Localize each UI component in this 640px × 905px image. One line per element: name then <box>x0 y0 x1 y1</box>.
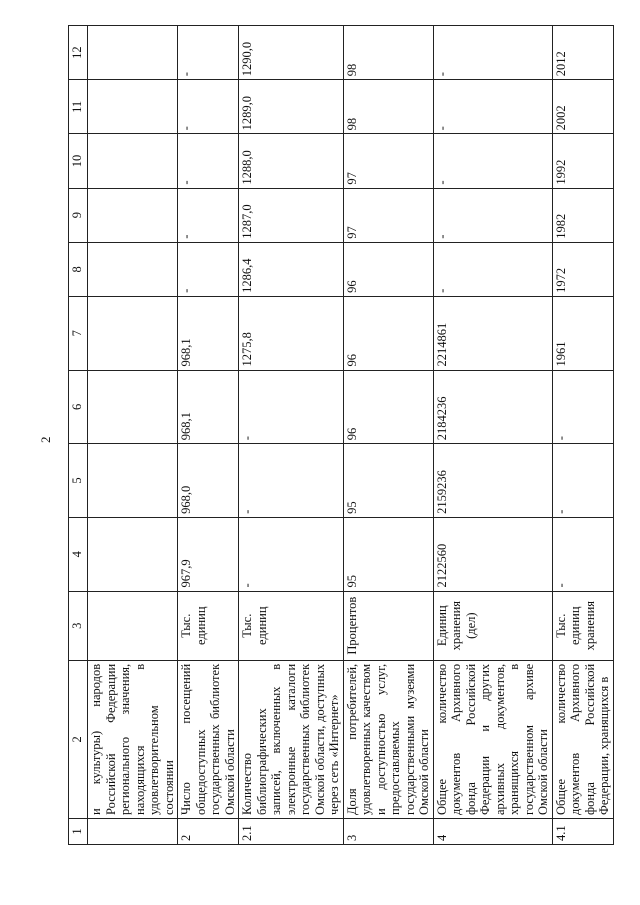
value-col-11: - <box>433 80 552 134</box>
value-col-9: - <box>433 188 552 242</box>
value-col-12: - <box>178 26 239 80</box>
value-col-7: 1961 <box>552 296 613 370</box>
value-col-5: 2159236 <box>433 444 552 518</box>
column-number: 12 <box>69 26 88 80</box>
column-number: 8 <box>69 242 88 296</box>
row-number: 2.1 <box>239 819 344 845</box>
column-number: 4 <box>69 517 88 591</box>
value-col-7: 2214861 <box>433 296 552 370</box>
row-number: 4 <box>433 819 552 845</box>
indicator-description: Общее количество документов Архивного фонда Российской Федерации, хранящихся в <box>552 660 613 818</box>
value-col-5 <box>88 444 178 518</box>
table-row <box>239 26 344 845</box>
value-col-10: 97 <box>343 134 433 188</box>
row-number: 4.1 <box>552 819 613 845</box>
unit-of-measure: Тыс. единиц <box>178 591 239 660</box>
value-col-4: 967,9 <box>178 517 239 591</box>
value-col-12: 1290,0 <box>239 26 344 80</box>
column-number: 2 <box>69 660 88 818</box>
value-col-8: - <box>433 242 552 296</box>
row-number: 2 <box>178 819 239 845</box>
value-col-11 <box>88 80 178 134</box>
column-number: 1 <box>69 819 88 845</box>
table-row <box>552 26 613 845</box>
column-number-row <box>69 26 88 845</box>
indicators-table <box>68 25 614 845</box>
unit-of-measure: Единиц хранения (дел) <box>433 591 552 660</box>
value-col-5: - <box>552 444 613 518</box>
value-col-4: - <box>552 517 613 591</box>
value-col-6: 96 <box>343 370 433 444</box>
value-col-10: 1288,0 <box>239 134 344 188</box>
value-col-8: 96 <box>343 242 433 296</box>
value-col-11: 2002 <box>552 80 613 134</box>
value-col-11: 98 <box>343 80 433 134</box>
value-col-8 <box>88 242 178 296</box>
value-col-6 <box>88 370 178 444</box>
value-col-7 <box>88 296 178 370</box>
value-col-4: - <box>239 517 344 591</box>
value-col-9: 1982 <box>552 188 613 242</box>
row-number <box>88 819 178 845</box>
value-col-6: - <box>552 370 613 444</box>
value-col-10: - <box>433 134 552 188</box>
column-number: 6 <box>69 370 88 444</box>
value-col-6: 2184236 <box>433 370 552 444</box>
value-col-8: 1286,4 <box>239 242 344 296</box>
column-number: 9 <box>69 188 88 242</box>
value-col-4 <box>88 517 178 591</box>
value-col-7: 96 <box>343 296 433 370</box>
value-col-12: 2012 <box>552 26 613 80</box>
value-col-9: 97 <box>343 188 433 242</box>
table-row <box>433 26 552 845</box>
indicator-description: Количество библиографических записей, включенных в электронные каталоги государственных библиотек Омской области, доступных через сеть «Интернет» <box>239 660 344 818</box>
column-number: 10 <box>69 134 88 188</box>
value-col-4: 2122560 <box>433 517 552 591</box>
page-number: 2 <box>38 436 53 443</box>
value-col-11: 1289,0 <box>239 80 344 134</box>
value-col-12: - <box>433 26 552 80</box>
column-number: 3 <box>69 591 88 660</box>
unit-of-measure: Тыс. единиц <box>239 591 344 660</box>
value-col-6: - <box>239 370 344 444</box>
value-col-8: 1972 <box>552 242 613 296</box>
indicator-description: Доля потребителей, удовлетворенных качеством и доступностью услуг, предоставляемых государственными музеями Омской области <box>343 660 433 818</box>
value-col-7: 1275,8 <box>239 296 344 370</box>
value-col-12: 98 <box>343 26 433 80</box>
rotated-table-container <box>68 25 611 845</box>
value-col-4: 95 <box>343 517 433 591</box>
unit-of-measure: Процентов <box>343 591 433 660</box>
value-col-9: 1287,0 <box>239 188 344 242</box>
table-row <box>88 26 178 845</box>
value-col-5: - <box>239 444 344 518</box>
column-number: 7 <box>69 296 88 370</box>
indicator-description: Число посещений общедоступных государственных библиотек Омской области <box>178 660 239 818</box>
value-col-11: - <box>178 80 239 134</box>
value-col-6: 968,1 <box>178 370 239 444</box>
value-col-7: 968,1 <box>178 296 239 370</box>
value-col-5: 968,0 <box>178 444 239 518</box>
unit-of-measure: Тыс. единиц хранения <box>552 591 613 660</box>
indicator-description: и культуры) народов Российской Федерации регионального значения, находящихся в удовлетворительном состоянии <box>88 660 178 818</box>
value-col-10: 1992 <box>552 134 613 188</box>
value-col-10 <box>88 134 178 188</box>
value-col-9 <box>88 188 178 242</box>
column-number: 11 <box>69 80 88 134</box>
value-col-8: - <box>178 242 239 296</box>
value-col-5: 95 <box>343 444 433 518</box>
table-row <box>343 26 433 845</box>
indicator-description: Общее количество документов Архивного фонда Российской Федерации и других архивных документов, хранящихся в государственном архиве Омской области <box>433 660 552 818</box>
row-number: 3 <box>343 819 433 845</box>
value-col-10: - <box>178 134 239 188</box>
column-number: 5 <box>69 444 88 518</box>
value-col-9: - <box>178 188 239 242</box>
value-col-12 <box>88 26 178 80</box>
unit-of-measure <box>88 591 178 660</box>
table-row <box>178 26 239 845</box>
